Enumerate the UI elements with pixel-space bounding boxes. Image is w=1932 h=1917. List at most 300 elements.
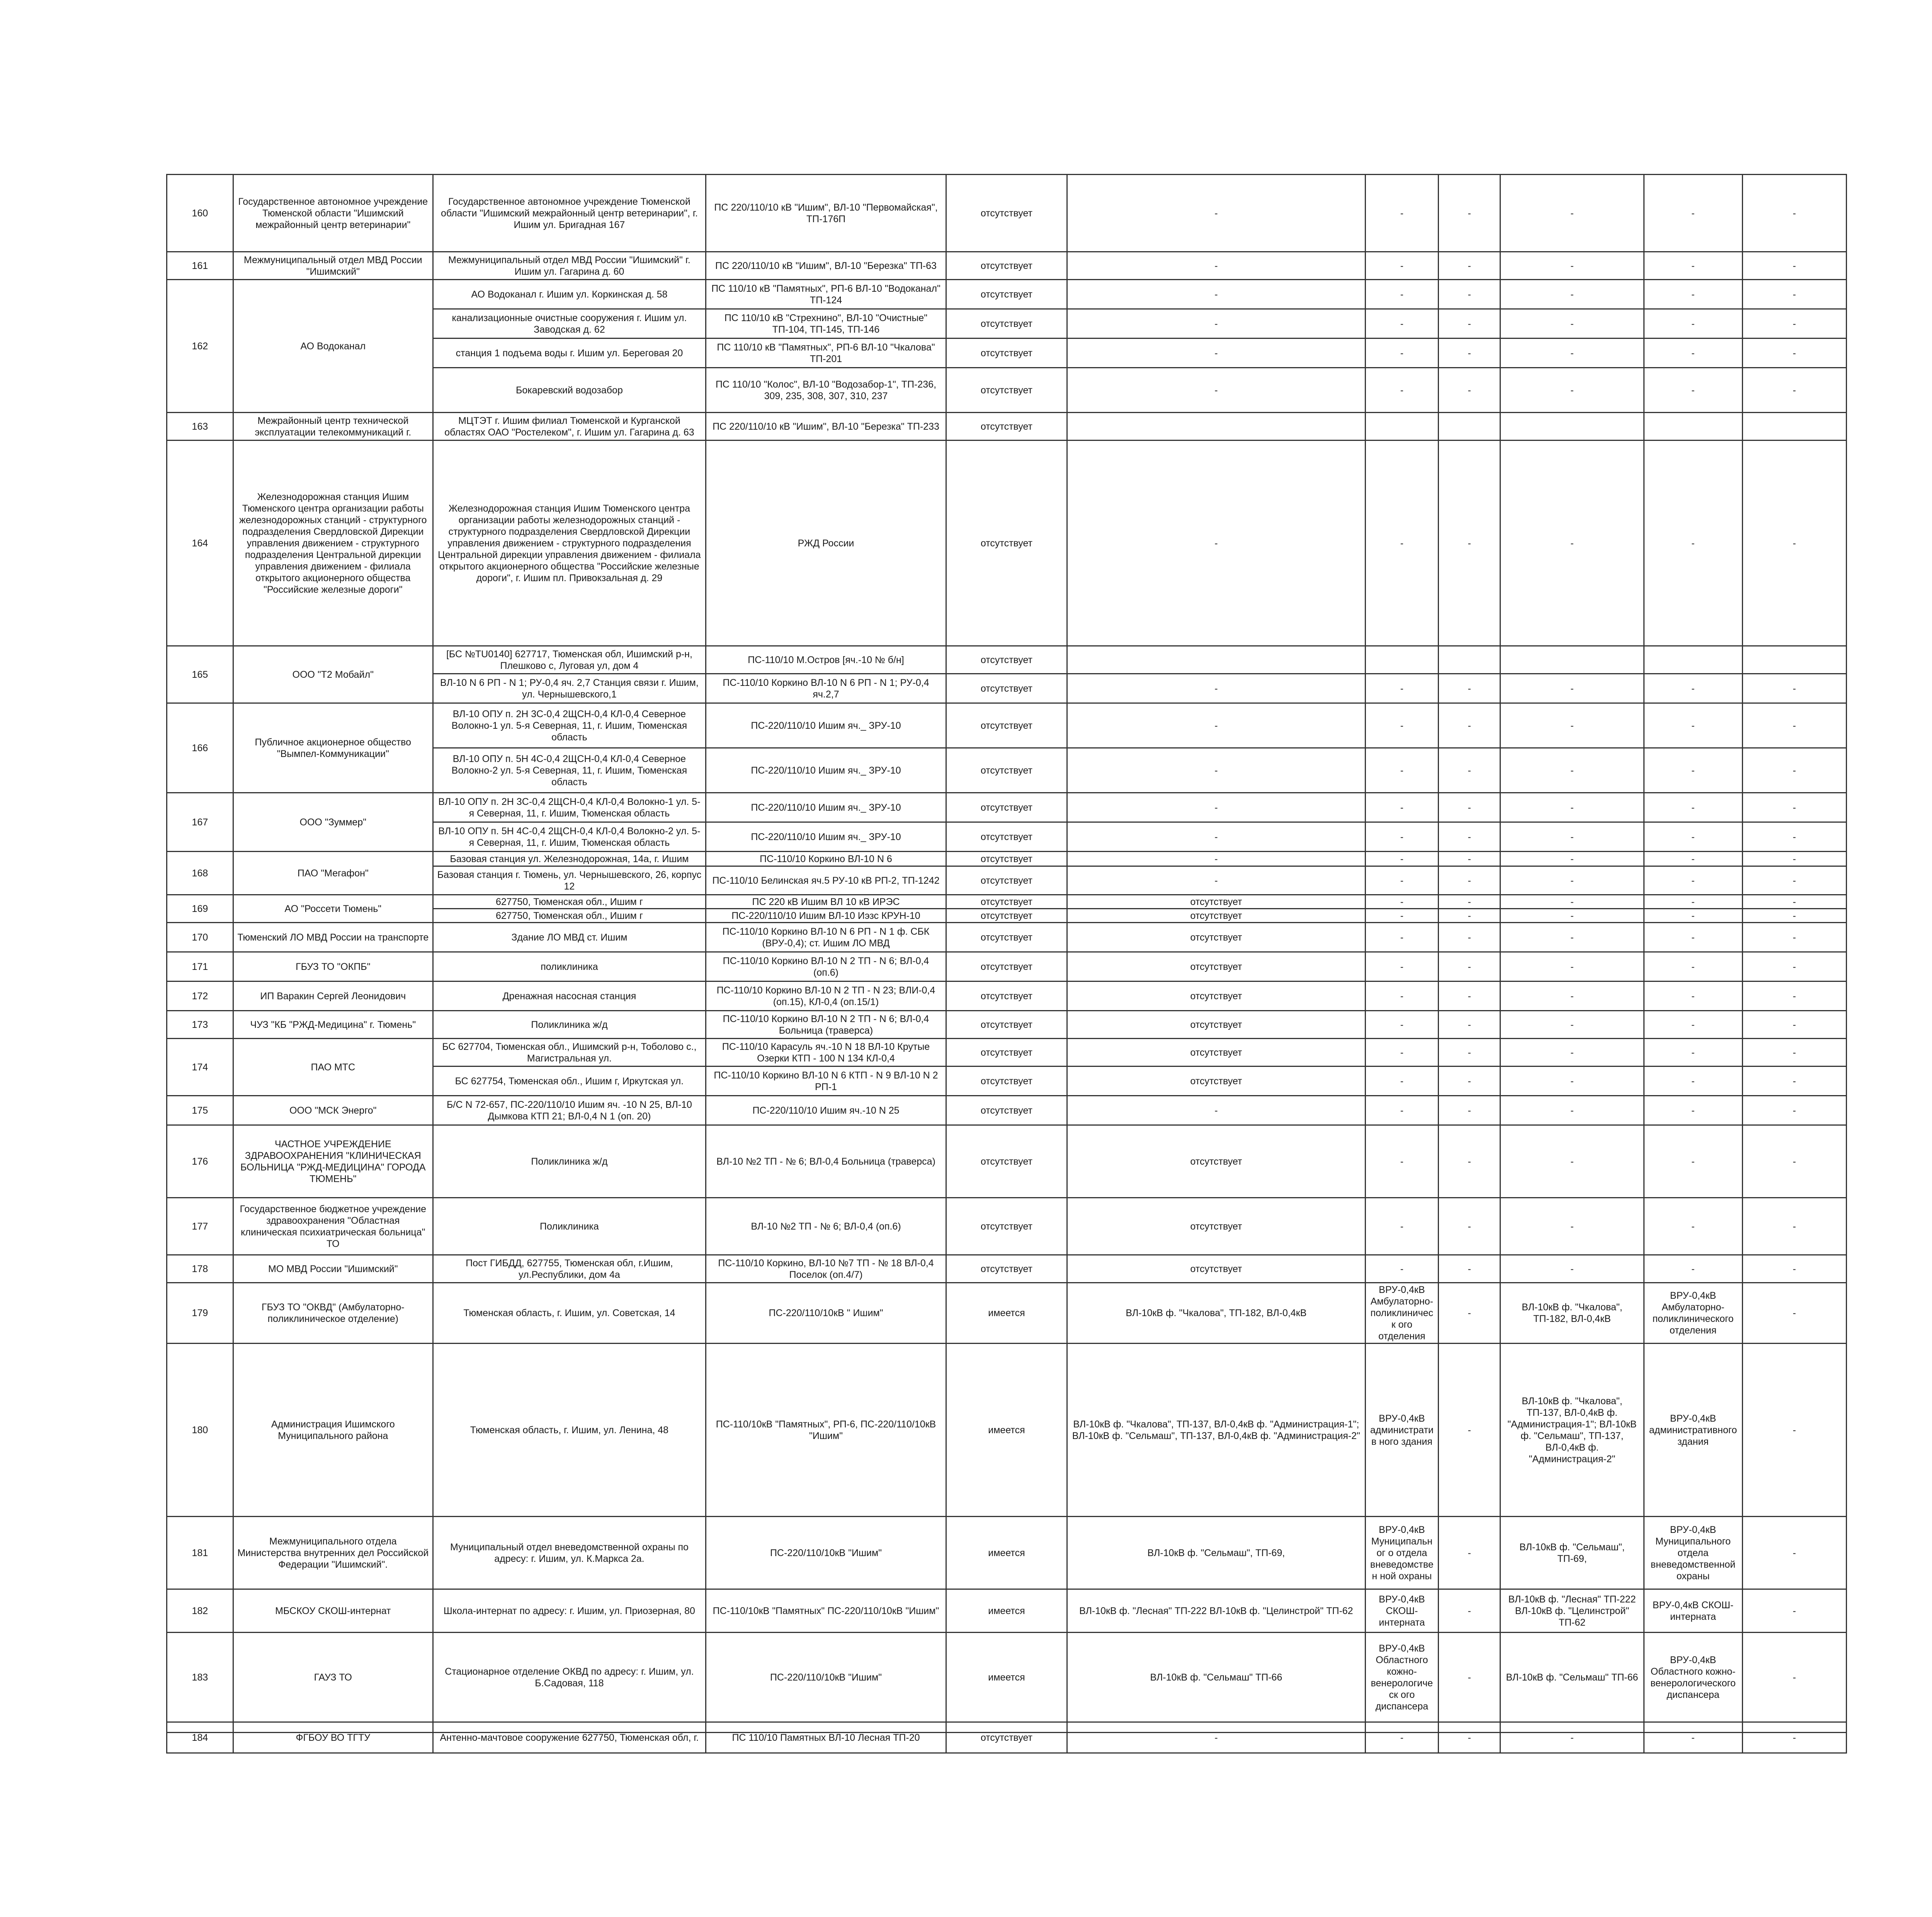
autonomous-line-cell: ВЛ-10кВ ф. "Сельмаш", ТП-69, <box>1500 1517 1644 1589</box>
object-address-cell: [БС №TU0140] 627717, Тюменская обл, Ишимский р-н, Плешково с, Луговая ул, дом 4 <box>433 646 706 674</box>
table-row <box>167 252 1847 280</box>
reserve-availability-cell: отсутствует <box>946 413 1067 441</box>
autonomous-device-cell: ВРУ-0,4кВ СКОШ-интерната <box>1644 1589 1742 1633</box>
autonomous-device-cell: - <box>1644 981 1742 1011</box>
row-number-cell: 176 <box>167 1125 233 1198</box>
reserve-misc-cell: - <box>1439 1198 1500 1255</box>
reserve-misc-cell: - <box>1439 1517 1500 1589</box>
reserve-line-cell: ВЛ-10кВ ф. "Чкалова", ТП-137, ВЛ-0,4кВ ф. "Администрация-1"; ВЛ-10кВ ф. "Сельмаш", ТП-137, ВЛ-0,4кВ ф. "Администрация-2" <box>1067 1344 1366 1517</box>
table-row <box>167 1722 1847 1753</box>
organization-cell: Межрайонный центр технической эксплуатации телекоммуникаций г. <box>233 413 433 441</box>
reserve-misc-cell: - <box>1439 1344 1500 1517</box>
reserve-availability-cell: отсутствует <box>946 866 1067 895</box>
table-row <box>167 413 1847 441</box>
table-row <box>167 1255 1847 1283</box>
object-address-cell: Здание ЛО МВД ст. Ишим <box>433 923 706 952</box>
reserve-line-cell: ВЛ-10кВ ф. "Лесная" ТП-222 ВЛ-10кВ ф. "Целинстрой" ТП-62 <box>1067 1589 1366 1633</box>
reserve-device-cell: - <box>1365 923 1438 952</box>
reserve-device-cell: - <box>1365 852 1438 866</box>
note-cell: - <box>1742 252 1846 280</box>
reserve-device-cell: - <box>1365 280 1438 309</box>
reserve-misc-cell: - <box>1439 748 1500 793</box>
reserve-device-cell: - <box>1365 703 1438 748</box>
reserve-misc-cell: - <box>1439 1039 1500 1067</box>
table-row <box>167 441 1847 646</box>
row-number-cell: 171 <box>167 952 233 981</box>
power-source-cell: ПС 110/10 кВ "Стрехнино", ВЛ-10 "Очистные" ТП-104, ТП-145, ТП-146 <box>706 309 946 338</box>
reserve-device-cell <box>1365 646 1438 674</box>
reserve-availability-cell: отсутствует <box>946 1039 1067 1067</box>
reserve-device-cell: - <box>1365 252 1438 280</box>
reserve-availability-cell: отсутствует <box>946 674 1067 703</box>
reserve-line-cell: - <box>1067 748 1366 793</box>
table-row <box>167 923 1847 952</box>
autonomous-line-cell: - <box>1500 895 1644 909</box>
autonomous-device-cell: ВРУ-0,4кВ Амбулаторно-поликлинического отделения <box>1644 1283 1742 1344</box>
autonomous-line-cell <box>1500 646 1644 674</box>
reserve-availability-cell: отсутствует <box>946 252 1067 280</box>
reserve-misc-cell: - <box>1439 175 1500 252</box>
spreadsheet-page <box>166 174 1847 1743</box>
autonomous-line-cell: - <box>1500 952 1644 981</box>
autonomous-line-cell: - <box>1500 175 1644 252</box>
autonomous-line-cell: - <box>1500 866 1644 895</box>
note-cell: - <box>1742 309 1846 338</box>
power-source-cell: ПС-220/110/10 Ишим яч._ ЗРУ-10 <box>706 748 946 793</box>
table-row <box>167 793 1847 822</box>
table-row <box>167 981 1847 1011</box>
autonomous-device-cell: - <box>1644 309 1742 338</box>
autonomous-line-cell: - <box>1500 1096 1644 1125</box>
reserve-misc-cell: - <box>1439 981 1500 1011</box>
row-number-cell: 169 <box>167 895 233 923</box>
power-source-cell: ПС 110/10 Памятных ВЛ-10 Лесная ТП-20 <box>706 1722 946 1753</box>
reserve-line-cell: - <box>1067 338 1366 368</box>
power-source-cell: ПС 220/110/10 кВ "Ишим", ВЛ-10 "Березка" ТП-63 <box>706 252 946 280</box>
note-cell: - <box>1742 1011 1846 1039</box>
autonomous-device-cell: - <box>1644 703 1742 748</box>
row-number-cell: 167 <box>167 793 233 852</box>
autonomous-device-cell: - <box>1644 952 1742 981</box>
autonomous-line-cell: - <box>1500 280 1644 309</box>
autonomous-device-cell: - <box>1644 1722 1742 1753</box>
reserve-line-cell: - <box>1067 441 1366 646</box>
power-source-cell: ПС 220/110/10 кВ "Ишим", ВЛ-10 "Березка" ТП-233 <box>706 413 946 441</box>
reserve-line-cell: отсутствует <box>1067 1039 1366 1067</box>
autonomous-device-cell: ВРУ-0,4кВ административного здания <box>1644 1344 1742 1517</box>
reserve-line-cell: - <box>1067 674 1366 703</box>
power-source-cell: ВЛ-10 №2 ТП - № 6; ВЛ-0,4 Больница (траверса) <box>706 1125 946 1198</box>
table-row <box>167 1589 1847 1633</box>
autonomous-device-cell: - <box>1644 338 1742 368</box>
reserve-device-cell: - <box>1365 441 1438 646</box>
reserve-availability-cell: отсутствует <box>946 280 1067 309</box>
power-source-cell: ПС-220/110/10кВ "Ишим" <box>706 1517 946 1589</box>
note-cell <box>1742 413 1846 441</box>
autonomous-line-cell: - <box>1500 1011 1644 1039</box>
note-cell: - <box>1742 866 1846 895</box>
row-number-cell: 162 <box>167 280 233 413</box>
power-source-cell: ПС-110/10 М.Остров [яч.-10 № б/н] <box>706 646 946 674</box>
reserve-device-cell: - <box>1365 368 1438 413</box>
autonomous-line-cell: - <box>1500 852 1644 866</box>
note-cell: - <box>1742 895 1846 909</box>
organization-cell: ГБУЗ ТО "ОКПБ" <box>233 952 433 981</box>
reserve-misc-cell: - <box>1439 852 1500 866</box>
power-source-cell: ПС 220 кВ Ишим ВЛ 10 кВ ИРЭС <box>706 895 946 909</box>
reserve-line-cell: отсутствует <box>1067 1198 1366 1255</box>
autonomous-device-cell: - <box>1644 1125 1742 1198</box>
power-source-cell: ПС-110/10 Коркино ВЛ-10 N 2 ТП - N 6; ВЛ-0,4 (оп.6) <box>706 952 946 981</box>
reserve-misc-cell: - <box>1439 309 1500 338</box>
note-cell: - <box>1742 1125 1846 1198</box>
object-address-cell: Тюменская область, г. Ишим, ул. Ленина, 48 <box>433 1344 706 1517</box>
reserve-device-cell: - <box>1365 1722 1438 1753</box>
reserve-device-cell <box>1365 413 1438 441</box>
reserve-availability-cell: отсутствует <box>946 909 1067 923</box>
organization-cell: ПАО МТС <box>233 1039 433 1096</box>
power-source-cell: ПС-220/110/10 Ишим ВЛ-10 Иэзс КРУН-10 <box>706 909 946 923</box>
organization-cell: Межмуниципального отдела Министерства внутренних дел Российской Федерации "Ишимский". <box>233 1517 433 1589</box>
autonomous-line-cell: ВЛ-10кВ ф. "Чкалова", ТП-182, ВЛ-0,4кВ <box>1500 1283 1644 1344</box>
organization-cell: АО Водоканал <box>233 280 433 413</box>
reserve-device-cell: - <box>1365 866 1438 895</box>
note-cell: - <box>1742 1198 1846 1255</box>
reserve-availability-cell: отсутствует <box>946 793 1067 822</box>
object-address-cell: Государственное автономное учреждение Тюменской области "Ишимский межрайонный центр ветеринарии", г. Ишим ул. Бригадная 167 <box>433 175 706 252</box>
note-cell: - <box>1742 1722 1846 1753</box>
organization-cell: Администрация Ишимского Муниципального района <box>233 1344 433 1517</box>
autonomous-device-cell <box>1644 646 1742 674</box>
reserve-line-cell: - <box>1067 1722 1366 1753</box>
reserve-availability-cell: отсутствует <box>946 895 1067 909</box>
table-row <box>167 895 1847 909</box>
table-row <box>167 646 1847 674</box>
reserve-line-cell: - <box>1067 866 1366 895</box>
reserve-line-cell: ВЛ-10кВ ф. "Сельмаш", ТП-69, <box>1067 1517 1366 1589</box>
row-number-cell: 181 <box>167 1517 233 1589</box>
object-address-cell: Поликлиника ж/д <box>433 1011 706 1039</box>
reserve-misc-cell: - <box>1439 1255 1500 1283</box>
table-row <box>167 1344 1847 1517</box>
note-cell: - <box>1742 909 1846 923</box>
power-source-cell: ПС-110/10 Белинская яч.5 РУ-10 кВ РП-2, ТП-1242 <box>706 866 946 895</box>
reserve-line-cell: отсутствует <box>1067 895 1366 909</box>
autonomous-line-cell: ВЛ-10кВ ф. "Сельмаш" ТП-66 <box>1500 1633 1644 1722</box>
reserve-line-cell <box>1067 646 1366 674</box>
reserve-misc-cell: - <box>1439 1096 1500 1125</box>
table-row <box>167 1283 1847 1344</box>
object-address-cell: МЦТЭТ г. Ишим филиал Тюменской и Курганской областях ОАО "Ростелеком", г. Ишим ул. Гагарина д. 63 <box>433 413 706 441</box>
reserve-availability-cell: отсутствует <box>946 1255 1067 1283</box>
autonomous-device-cell: - <box>1644 1255 1742 1283</box>
reserve-device-cell: - <box>1365 952 1438 981</box>
object-address-cell: Б/С N 72-657, ПС-220/110/10 Ишим яч. -10 N 25, ВЛ-10 Дымкова КТП 21; ВЛ-0,4 N 1 (оп. 20) <box>433 1096 706 1125</box>
reserve-line-cell: - <box>1067 175 1366 252</box>
power-source-cell: ВЛ-10 №2 ТП - № 6; ВЛ-0,4 (оп.6) <box>706 1198 946 1255</box>
reserve-line-cell: - <box>1067 822 1366 852</box>
reserve-misc-cell: - <box>1439 252 1500 280</box>
autonomous-line-cell: - <box>1500 981 1644 1011</box>
organization-cell: Государственное бюджетное учреждение здравоохранения "Областная клиническая психиатрическая больница" ТО <box>233 1198 433 1255</box>
reserve-device-cell: - <box>1365 1125 1438 1198</box>
reserve-device-cell: - <box>1365 674 1438 703</box>
autonomous-device-cell: - <box>1644 1198 1742 1255</box>
note-cell: - <box>1742 748 1846 793</box>
note-cell: - <box>1742 1255 1846 1283</box>
power-source-cell: ПС-110/10 Коркино ВЛ-10 N 6 <box>706 852 946 866</box>
autonomous-line-cell: - <box>1500 923 1644 952</box>
reserve-misc-cell: - <box>1439 909 1500 923</box>
autonomous-line-cell: - <box>1500 1039 1644 1067</box>
autonomous-device-cell: - <box>1644 175 1742 252</box>
reserve-line-cell: отсутствует <box>1067 909 1366 923</box>
note-cell: - <box>1742 1067 1846 1096</box>
power-source-cell: ПС 110/10 кВ "Памятных", РП-6 ВЛ-10 "Чкалова" ТП-201 <box>706 338 946 368</box>
reserve-availability-cell: отсутствует <box>946 852 1067 866</box>
object-address-cell: БС 627704, Тюменская обл., Ишимский р-н, Тоболово с., Магистральная ул. <box>433 1039 706 1067</box>
reserve-misc-cell: - <box>1439 368 1500 413</box>
object-address-cell: ВЛ-10 ОПУ п. 2Н 3С-0,4 2ЩСН-0,4 КЛ-0,4 Волокно-1 ул. 5-я Северная, 11, г. Ишим, Тюменская область <box>433 793 706 822</box>
reserve-misc-cell: - <box>1439 822 1500 852</box>
autonomous-device-cell: - <box>1644 852 1742 866</box>
row-number-cell: 166 <box>167 703 233 793</box>
autonomous-line-cell: - <box>1500 793 1644 822</box>
organization-cell: ООО "Т2 Мобайл" <box>233 646 433 703</box>
reserve-device-cell: ВРУ-0,4кВ Областного кожно-венерологическ ого диспансера <box>1365 1633 1438 1722</box>
reserve-line-cell: отсутствует <box>1067 981 1366 1011</box>
reserve-line-cell: - <box>1067 280 1366 309</box>
table-row <box>167 280 1847 309</box>
reserve-misc-cell: - <box>1439 674 1500 703</box>
reserve-misc-cell: - <box>1439 703 1500 748</box>
autonomous-device-cell: - <box>1644 674 1742 703</box>
object-address-cell: 627750, Тюменская обл., Ишим г <box>433 895 706 909</box>
object-address-cell: ВЛ-10 ОПУ п. 2Н 3С-0,4 2ЩСН-0,4 КЛ-0,4 Северное Волокно-1 ул. 5-я Северная, 11, г. Ишим, Тюменская область <box>433 703 706 748</box>
reserve-device-cell: - <box>1365 1011 1438 1039</box>
reserve-availability-cell: отсутствует <box>946 923 1067 952</box>
reserve-availability-cell: отсутствует <box>946 981 1067 1011</box>
reserve-misc-cell: - <box>1439 1125 1500 1198</box>
reserve-misc-cell: - <box>1439 952 1500 981</box>
note-cell: - <box>1742 1283 1846 1344</box>
object-address-cell: Антенно-мачтовое сооружение 627750, Тюменская обл, г. <box>433 1722 706 1753</box>
reserve-availability-cell: отсутствует <box>946 1067 1067 1096</box>
note-cell: - <box>1742 441 1846 646</box>
reserve-availability-cell: имеется <box>946 1344 1067 1517</box>
reserve-line-cell: - <box>1067 793 1366 822</box>
autonomous-line-cell: - <box>1500 1255 1644 1283</box>
autonomous-device-cell: - <box>1644 252 1742 280</box>
row-number-cell: 160 <box>167 175 233 252</box>
reserve-misc-cell: - <box>1439 280 1500 309</box>
reserve-misc-cell: - <box>1439 895 1500 909</box>
power-source-cell: ПС 220/110/10 кВ "Ишим", ВЛ-10 "Первомайская", ТП-176П <box>706 175 946 252</box>
note-cell: - <box>1742 981 1846 1011</box>
row-number-cell: 184 <box>167 1722 233 1753</box>
organization-cell: ГАУЗ ТО <box>233 1633 433 1722</box>
reserve-line-cell: отсутствует <box>1067 1255 1366 1283</box>
reserve-device-cell: - <box>1365 822 1438 852</box>
organization-cell: ИП Варакин Сергей Леонидович <box>233 981 433 1011</box>
table-row <box>167 1096 1847 1125</box>
note-cell: - <box>1742 852 1846 866</box>
power-source-cell: ПС-110/10 Коркино ВЛ-10 N 2 ТП - N 23; ВЛИ-0,4 (оп.15), КЛ-0,4 (оп.15/1) <box>706 981 946 1011</box>
autonomous-line-cell: - <box>1500 1198 1644 1255</box>
object-address-cell: поликлиника <box>433 952 706 981</box>
power-source-cell: ПС-110/10 Коркино, ВЛ-10 №7 ТП - № 18 ВЛ-0,4 Поселок (оп.4/7) <box>706 1255 946 1283</box>
table-row <box>167 1517 1847 1589</box>
table-row <box>167 1011 1847 1039</box>
autonomous-line-cell: - <box>1500 822 1644 852</box>
autonomous-device-cell: - <box>1644 441 1742 646</box>
note-cell: - <box>1742 280 1846 309</box>
object-address-cell: АО Водоканал г. Ишим ул. Коркинская д. 58 <box>433 280 706 309</box>
row-number-cell: 174 <box>167 1039 233 1096</box>
note-cell: - <box>1742 822 1846 852</box>
object-address-cell: БС 627754, Тюменская обл., Ишим г, Иркутская ул. <box>433 1067 706 1096</box>
reserve-device-cell: - <box>1365 1096 1438 1125</box>
row-number-cell: 183 <box>167 1633 233 1722</box>
autonomous-device-cell: - <box>1644 895 1742 909</box>
organization-cell: Государственное автономное учреждение Тюменской области "Ишимский межрайонный центр ветеринарии" <box>233 175 433 252</box>
note-cell: - <box>1742 1633 1846 1722</box>
reserve-misc-cell: - <box>1439 1589 1500 1633</box>
reserve-line-cell: ВЛ-10кВ ф. "Сельмаш" ТП-66 <box>1067 1633 1366 1722</box>
table-row <box>167 1198 1847 1255</box>
reserve-misc-cell <box>1439 413 1500 441</box>
reserve-device-cell: - <box>1365 1198 1438 1255</box>
power-supply-table <box>166 174 1847 1754</box>
autonomous-device-cell: - <box>1644 280 1742 309</box>
reserve-misc-cell: - <box>1439 866 1500 895</box>
reserve-misc-cell: - <box>1439 1633 1500 1722</box>
object-address-cell: ВЛ-10 ОПУ п. 5Н 4С-0,4 2ЩСН-0,4 КЛ-0,4 Волокно-2 ул. 5-я Северная, 11, г. Ишим, Тюменская область <box>433 822 706 852</box>
reserve-availability-cell: отсутствует <box>946 441 1067 646</box>
autonomous-device-cell: - <box>1644 923 1742 952</box>
row-number-cell: 165 <box>167 646 233 703</box>
reserve-availability-cell: имеется <box>946 1589 1067 1633</box>
autonomous-line-cell: - <box>1500 441 1644 646</box>
power-source-cell: ПС-110/10 Коркино ВЛ-10 N 6 КТП - N 9 ВЛ-10 N 2 РП-1 <box>706 1067 946 1096</box>
power-source-cell: ПС-110/10 Карасуль яч.-10 N 18 ВЛ-10 Крутые Озерки КТП - 100 N 134 КЛ-0,4 <box>706 1039 946 1067</box>
reserve-misc-cell: - <box>1439 441 1500 646</box>
reserve-line-cell: отсутствует <box>1067 1011 1366 1039</box>
table-row <box>167 1125 1847 1198</box>
reserve-line-cell: отсутствует <box>1067 1125 1366 1198</box>
reserve-availability-cell: отсутствует <box>946 1125 1067 1198</box>
autonomous-line-cell: - <box>1500 252 1644 280</box>
reserve-line-cell: - <box>1067 309 1366 338</box>
autonomous-device-cell <box>1644 413 1742 441</box>
reserve-device-cell: - <box>1365 1067 1438 1096</box>
reserve-misc-cell: - <box>1439 793 1500 822</box>
object-address-cell: 627750, Тюменская обл., Ишим г <box>433 909 706 923</box>
note-cell: - <box>1742 1039 1846 1067</box>
table-row <box>167 952 1847 981</box>
reserve-line-cell: отсутствует <box>1067 1067 1366 1096</box>
table-row <box>167 175 1847 252</box>
note-cell: - <box>1742 175 1846 252</box>
object-address-cell: канализационные очистные сооружения г. Ишим ул. Заводская д. 62 <box>433 309 706 338</box>
reserve-line-cell: - <box>1067 852 1366 866</box>
object-address-cell: станция 1 подъема воды г. Ишим ул. Береговая 20 <box>433 338 706 368</box>
reserve-line-cell: отсутствует <box>1067 923 1366 952</box>
note-cell: - <box>1742 338 1846 368</box>
autonomous-device-cell: - <box>1644 866 1742 895</box>
object-address-cell: Тюменская область, г. Ишим, ул. Советская, 14 <box>433 1283 706 1344</box>
note-cell: - <box>1742 923 1846 952</box>
autonomous-line-cell: - <box>1500 309 1644 338</box>
reserve-line-cell: - <box>1067 703 1366 748</box>
reserve-availability-cell: отсутствует <box>946 338 1067 368</box>
object-address-cell: ВЛ-10 ОПУ п. 5Н 4С-0,4 2ЩСН-0,4 КЛ-0,4 Северное Волокно-2 ул. 5-я Северная, 11, г. Ишим, Тюменская область <box>433 748 706 793</box>
object-address-cell: Межмуниципальный отдел МВД России "Ишимский" г. Ишим ул. Гагарина д. 60 <box>433 252 706 280</box>
power-source-cell: ПС-110/10 Коркино ВЛ-10 N 6 РП - N 1; РУ-0,4 яч.2,7 <box>706 674 946 703</box>
row-number-cell: 178 <box>167 1255 233 1283</box>
reserve-misc-cell: - <box>1439 1283 1500 1344</box>
note-cell: - <box>1742 368 1846 413</box>
reserve-misc-cell: - <box>1439 1011 1500 1039</box>
autonomous-line-cell: ВЛ-10кВ ф. "Лесная" ТП-222 ВЛ-10кВ ф. "Целинстрой" ТП-62 <box>1500 1589 1644 1633</box>
reserve-device-cell: - <box>1365 895 1438 909</box>
table-row <box>167 703 1847 748</box>
object-address-cell: Базовая станция г. Тюмень, ул. Чернышевского, 26, корпус 12 <box>433 866 706 895</box>
object-address-cell: Стационарное отделение ОКВД по адресу: г. Ишим, ул. Б.Садовая, 118 <box>433 1633 706 1722</box>
object-address-cell: Муниципальный отдел вневедомственной охраны по адресу: г. Ишим, ул. К.Маркса 2а. <box>433 1517 706 1589</box>
autonomous-device-cell: ВРУ-0,4кВ Областного кожно-венерологического диспансера <box>1644 1633 1742 1722</box>
reserve-device-cell: - <box>1365 1039 1438 1067</box>
reserve-device-cell: - <box>1365 909 1438 923</box>
object-address-cell: ВЛ-10 N 6 РП - N 1; РУ-0,4 яч. 2,7 Станция связи г. Ишим, ул. Чернышевского,1 <box>433 674 706 703</box>
reserve-availability-cell: отсутствует <box>946 175 1067 252</box>
reserve-misc-cell: - <box>1439 1722 1500 1753</box>
organization-cell: ПАО "Мегафон" <box>233 852 433 895</box>
autonomous-device-cell: - <box>1644 748 1742 793</box>
reserve-line-cell: - <box>1067 252 1366 280</box>
table-row <box>167 1633 1847 1722</box>
organization-cell: ЧУЗ "КБ "РЖД-Медицина" г. Тюмень" <box>233 1011 433 1039</box>
power-source-cell: ПС-220/110/10кВ "Ишим" <box>706 1633 946 1722</box>
autonomous-line-cell: - <box>1500 674 1644 703</box>
row-number-cell: 179 <box>167 1283 233 1344</box>
autonomous-line-cell: - <box>1500 1067 1644 1096</box>
row-number-cell: 163 <box>167 413 233 441</box>
reserve-availability-cell: имеется <box>946 1517 1067 1589</box>
note-cell: - <box>1742 1589 1846 1633</box>
autonomous-line-cell: - <box>1500 368 1644 413</box>
reserve-availability-cell: отсутствует <box>946 1722 1067 1753</box>
autonomous-line-cell: ВЛ-10кВ ф. "Чкалова", ТП-137, ВЛ-0,4кВ ф. "Администрация-1"; ВЛ-10кВ ф. "Сельмаш", ТП-137, ВЛ-0,4кВ ф. "Администрация-2" <box>1500 1344 1644 1517</box>
reserve-device-cell: - <box>1365 793 1438 822</box>
power-source-cell: РЖД России <box>706 441 946 646</box>
organization-cell: МО МВД России "Ишимский" <box>233 1255 433 1283</box>
note-cell: - <box>1742 703 1846 748</box>
reserve-availability-cell: отсутствует <box>946 822 1067 852</box>
reserve-availability-cell: отсутствует <box>946 748 1067 793</box>
power-source-cell: ПС 110/10 кВ "Памятных", РП-6 ВЛ-10 "Водоканал" ТП-124 <box>706 280 946 309</box>
reserve-availability-cell: отсутствует <box>946 1096 1067 1125</box>
power-source-cell: ПС-110/10 Коркино ВЛ-10 N 6 РП - N 1 ф. СБК (ВРУ-0,4); ст. Ишим ЛО МВД <box>706 923 946 952</box>
organization-cell: Межмуниципальный отдел МВД России "Ишимский" <box>233 252 433 280</box>
reserve-availability-cell: отсутствует <box>946 309 1067 338</box>
object-address-cell: Поликлиника <box>433 1198 706 1255</box>
note-cell: - <box>1742 674 1846 703</box>
row-number-cell: 175 <box>167 1096 233 1125</box>
note-cell: - <box>1742 1344 1846 1517</box>
table-row <box>167 852 1847 866</box>
reserve-device-cell: - <box>1365 981 1438 1011</box>
